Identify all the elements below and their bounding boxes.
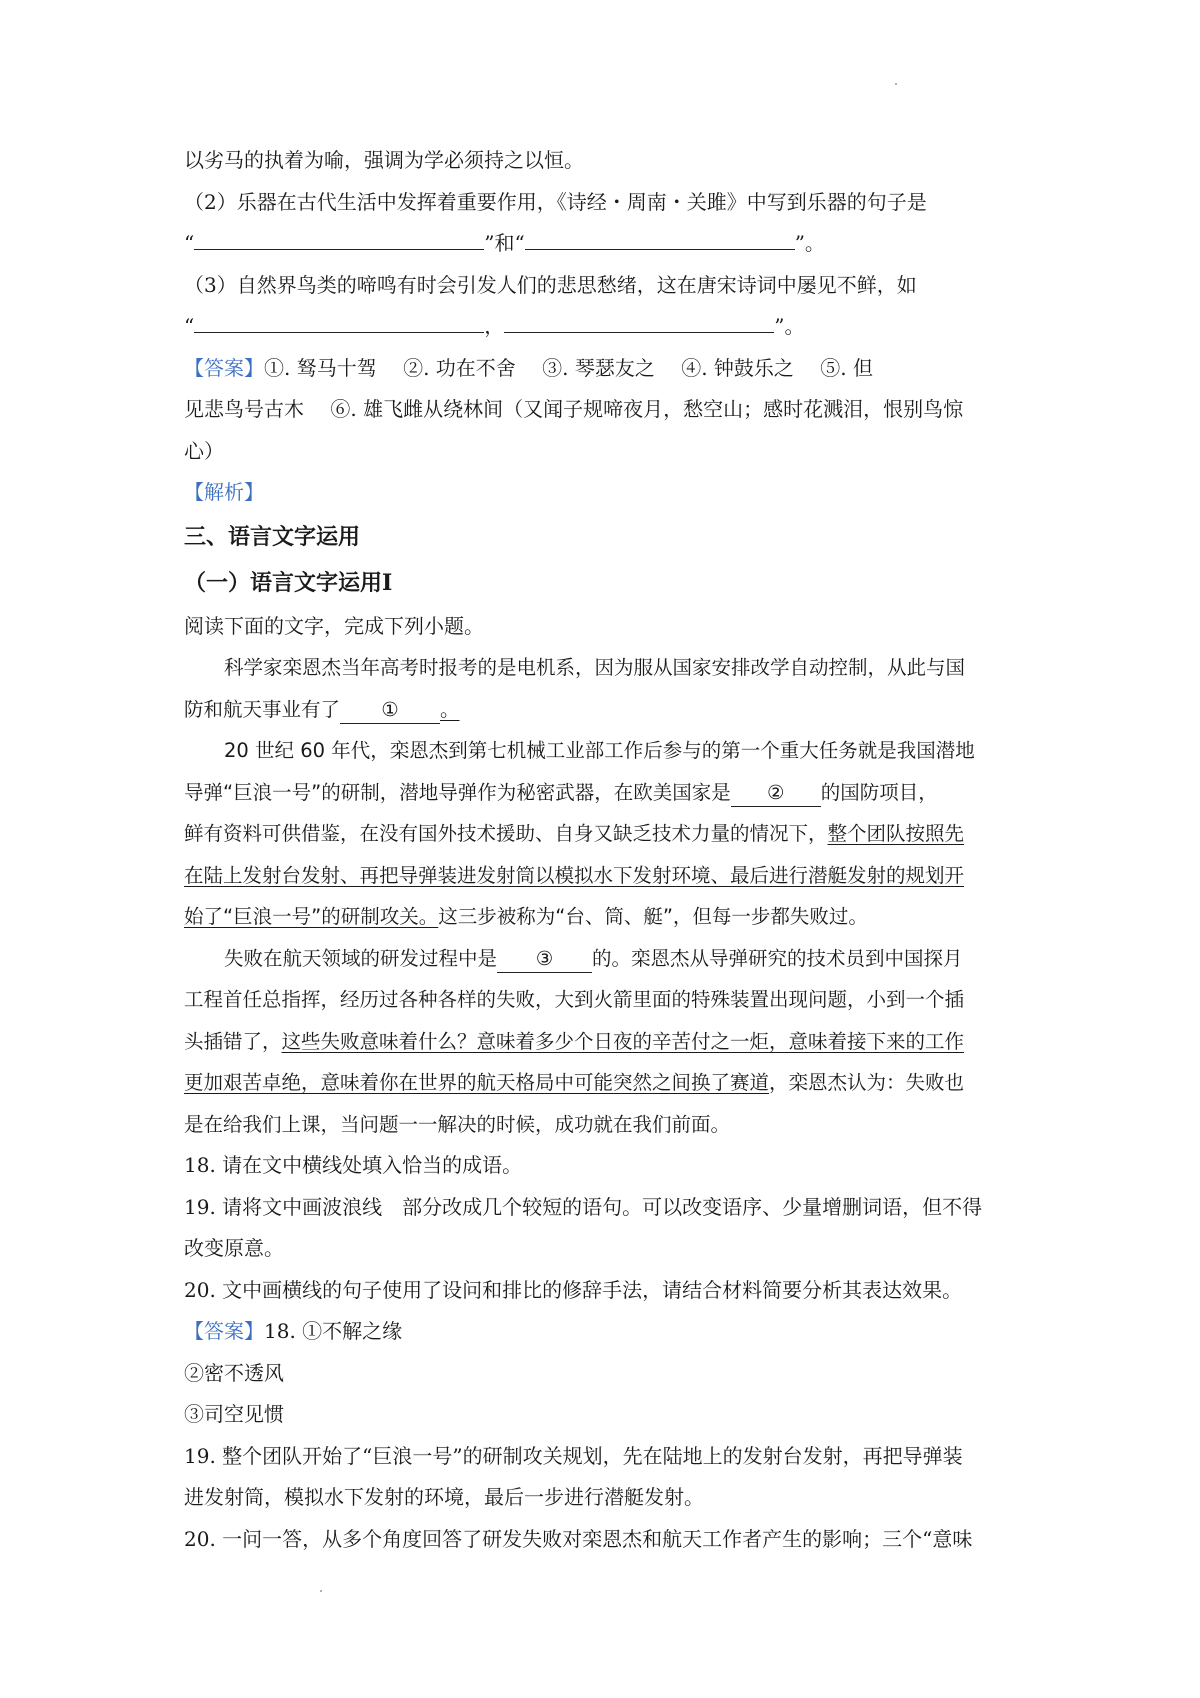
wavy-line-sentence: 整个团队按照先 bbox=[827, 822, 965, 845]
answer-blank bbox=[194, 227, 484, 250]
scan-speck bbox=[895, 83, 897, 85]
passage-line bbox=[184, 855, 1026, 897]
blank-1: ① bbox=[340, 697, 440, 724]
section-heading: 三、语言文字运用 bbox=[184, 523, 361, 550]
fill-line: “ ”和“ ”。 bbox=[184, 223, 1026, 265]
wavy-line-sentence: 在陆上发射台发射、再把导弹装进发射筒以模拟水下发射环境、最后进行潜艇发射的规划开 bbox=[184, 863, 965, 887]
passage-line: 防和航天事业有了 ① 。 bbox=[184, 689, 1026, 731]
document-page bbox=[184, 140, 1026, 1560]
passage-line: 头插错了，这些失败意味着什么？意味着多少个日夜的辛苦付之一炬，意味着接下来的工作 bbox=[184, 1029, 965, 1053]
analysis-tag: 【解析】 bbox=[184, 480, 264, 504]
text-line: （3）自然界鸟类的啼鸣有时会引发人们的悲思愁绪，这在唐宋诗词中屡见不鲜，如 bbox=[184, 272, 917, 297]
subsection-heading: （一）语言文字运用Ⅰ bbox=[184, 569, 393, 596]
answer-18: 【答案】18. ①不解之缘 bbox=[184, 1319, 403, 1343]
answer-blank bbox=[194, 310, 484, 333]
passage-line: 更加艰苦卓绝，意味着你在世界的航天格局中可能突然之间换了赛道，栾恩杰认为：失败也 bbox=[184, 1071, 965, 1094]
answer-tag: 【答案】 bbox=[184, 355, 264, 380]
answer-19: 19. 整个团队开始了“巨浪一号”的研制攻关规划，先在陆地上的发射台发射，再把导弹装 bbox=[184, 1443, 963, 1468]
wavy-line-sentence: 始了“巨浪一号”的研制攻关。 bbox=[184, 905, 439, 928]
underlined-sentence: 更加艰苦卓绝，意味着你在世界的航天格局中可能突然之间换了赛道 bbox=[184, 1071, 770, 1094]
answer-tag: 【答案】 bbox=[184, 1319, 264, 1343]
answer-18-3: ③司空见惯 bbox=[184, 1402, 284, 1426]
answer-blank bbox=[504, 310, 774, 333]
passage-line: 始了“巨浪一号”的研制攻关。这三步被称为“台、筒、艇”，但每一步都失败过。 bbox=[184, 905, 868, 928]
answer-line: 心） bbox=[184, 438, 224, 463]
text-line: 以劣马的执着为喻，强调为学必须持之以恒。 bbox=[184, 148, 584, 172]
blank-3: ③ bbox=[497, 946, 592, 973]
answer-19-cont: 进发射筒，模拟水下发射的环境，最后一步进行潜艇发射。 bbox=[184, 1485, 704, 1509]
reading-passage bbox=[184, 647, 1026, 1145]
answer-18-2: ②密不透风 bbox=[184, 1360, 284, 1385]
question-20: 20. 文中画横线的句子使用了设问和排比的修辞手法，请结合材料简要分析其表达效果。 bbox=[184, 1277, 963, 1302]
blank-2: ② bbox=[731, 780, 821, 807]
question-19-cont: 改变原意。 bbox=[184, 1236, 284, 1260]
answer-line: 【答案】①. 驽马十驾 ②. 功在不舍 ③. 琴瑟友之 ④. 钟鼓乐之 ⑤. 但 bbox=[184, 355, 874, 380]
question-18: 18. 请在文中横线处填入恰当的成语。 bbox=[184, 1153, 523, 1177]
scan-speck bbox=[320, 1590, 322, 1592]
passage-line: 20 世纪 60 年代，栾恩杰到第七机械工业部工作后参与的第一个重大任务就是我国潜地 bbox=[224, 739, 975, 762]
text-line: （2）乐器在古代生活中发挥着重要作用，《诗经・周南・关雎》中写到乐器的句子是 bbox=[184, 189, 927, 214]
passage-line: 导弹“巨浪一号”的研制，潜地导弹作为秘密武器，在欧美国家是 ② 的国防项目， bbox=[184, 772, 1026, 814]
fill-line: “ ， ”。 bbox=[184, 306, 1026, 348]
question-19: 19. 请将文中画波浪线 部分改成几个较短的语句。可以改变语序、少量增删词语，但不得 bbox=[184, 1194, 983, 1219]
passage-line: 科学家栾恩杰当年高考时报考的是电机系，因为服从国家安排改学自动控制，从此与国 bbox=[224, 656, 966, 679]
passage-line: 失败在航天领域的研发过程中是 ③ 的。栾恩杰从导弹研究的技术员到中国探月 bbox=[184, 938, 1026, 980]
passage-line: 工程首任总指挥，经历过各种各样的失败，大到火箭里面的特殊装置出现问题，小到一个插 bbox=[184, 988, 965, 1011]
passage-line: 鲜有资料可供借鉴，在没有国外技术援助、自身又缺乏技术力量的情况下，整个团队按照先 bbox=[184, 822, 965, 845]
instruction: 阅读下面的文字，完成下列小题。 bbox=[184, 613, 484, 638]
answer-blank bbox=[525, 227, 795, 250]
answer-20: 20. 一问一答，从多个角度回答了研发失败对栾恩杰和航天工作者产生的影响；三个“意味 bbox=[184, 1526, 973, 1551]
passage-line: 是在给我们上课，当问题一一解决的时候，成功就在我们前面。 bbox=[184, 1112, 731, 1136]
answer-line: 见悲鸟号古木 ⑥. 雄飞雌从绕林间（又闻子规啼夜月，愁空山；感时花溅泪，恨别鸟惊 bbox=[184, 397, 964, 421]
underlined-sentence: 这些失败意味着什么？意味着多少个日夜的辛苦付之一炬，意味着接下来的工作 bbox=[281, 1029, 965, 1053]
